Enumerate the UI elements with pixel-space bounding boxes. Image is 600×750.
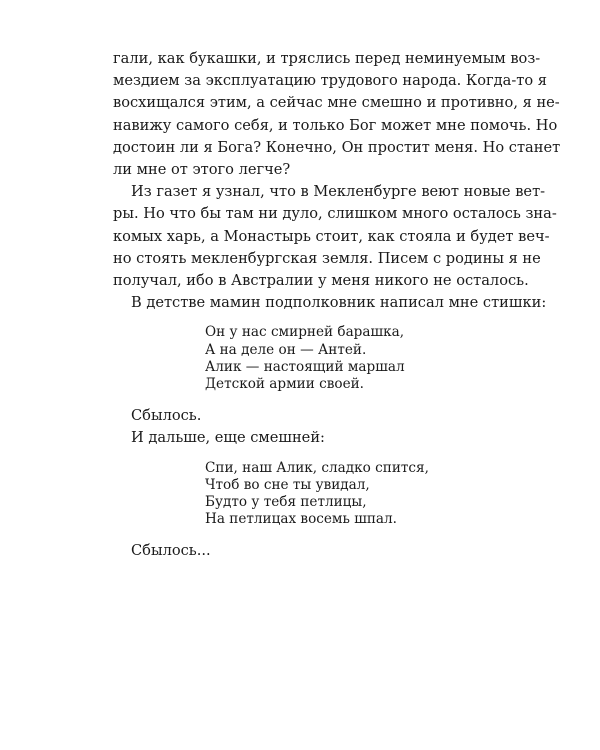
verse-line: На петлицах восемь шпал. xyxy=(205,511,397,528)
paragraph-1 xyxy=(113,48,561,181)
text-line: навижу самого себя, и только Бог может мне помочь. Но xyxy=(113,116,558,134)
paragraph-2 xyxy=(113,181,557,292)
line-sbylos-1: Сбылось. xyxy=(131,407,202,425)
text-line: ли мне от этого легче? xyxy=(113,161,291,179)
text-line: гали, как букашки, и тряслись перед неминуемым воз- xyxy=(113,50,541,67)
line-sbylos-2: Сбылось... xyxy=(131,542,211,560)
book-page xyxy=(113,48,561,563)
text-line: комых харь, а Монастырь стоит, как стояла и будет веч- xyxy=(113,227,550,245)
verse-line: Будто у тебя петлицы, xyxy=(205,494,367,511)
text-line: В детстве мамин подполковник написал мне стишки: xyxy=(131,294,547,312)
verse-1 xyxy=(205,324,485,393)
verse-line: Детской армии своей. xyxy=(205,376,364,393)
verse-2 xyxy=(205,460,485,529)
verse-line: Чтоб во сне ты увидал, xyxy=(205,476,370,493)
verse-line: Алик — настоящий маршал xyxy=(205,358,405,375)
paragraph-3 xyxy=(113,292,547,314)
verse-line: А на деле он — Антей. xyxy=(205,341,367,358)
text-line: мездием за эксплуатацию трудового народа. Когда-то я xyxy=(113,72,547,90)
text-line: получал, ибо в Австралии у меня никого не осталось. xyxy=(113,272,529,290)
verse-line: Он у нас смирней барашка, xyxy=(205,324,405,341)
text-line: достоин ли я Бога? Конечно, Он простит меня. Но станет xyxy=(113,138,561,156)
text-line: восхищался этим, а сейчас мне смешно и противно, я не- xyxy=(113,94,560,112)
text-line: Из газет я узнал, что в Мекленбурге веют новые вет- xyxy=(131,183,546,201)
verse-line: Спи, наш Алик, сладко спится, xyxy=(205,459,429,476)
text-line: но стоять мекленбургская земля. Писем с родины я не xyxy=(113,249,541,267)
line-dalshe: И дальше, еще смешней: xyxy=(131,429,325,447)
text-line: ры. Но что бы там ни дуло, слишком много осталось зна- xyxy=(113,205,557,223)
